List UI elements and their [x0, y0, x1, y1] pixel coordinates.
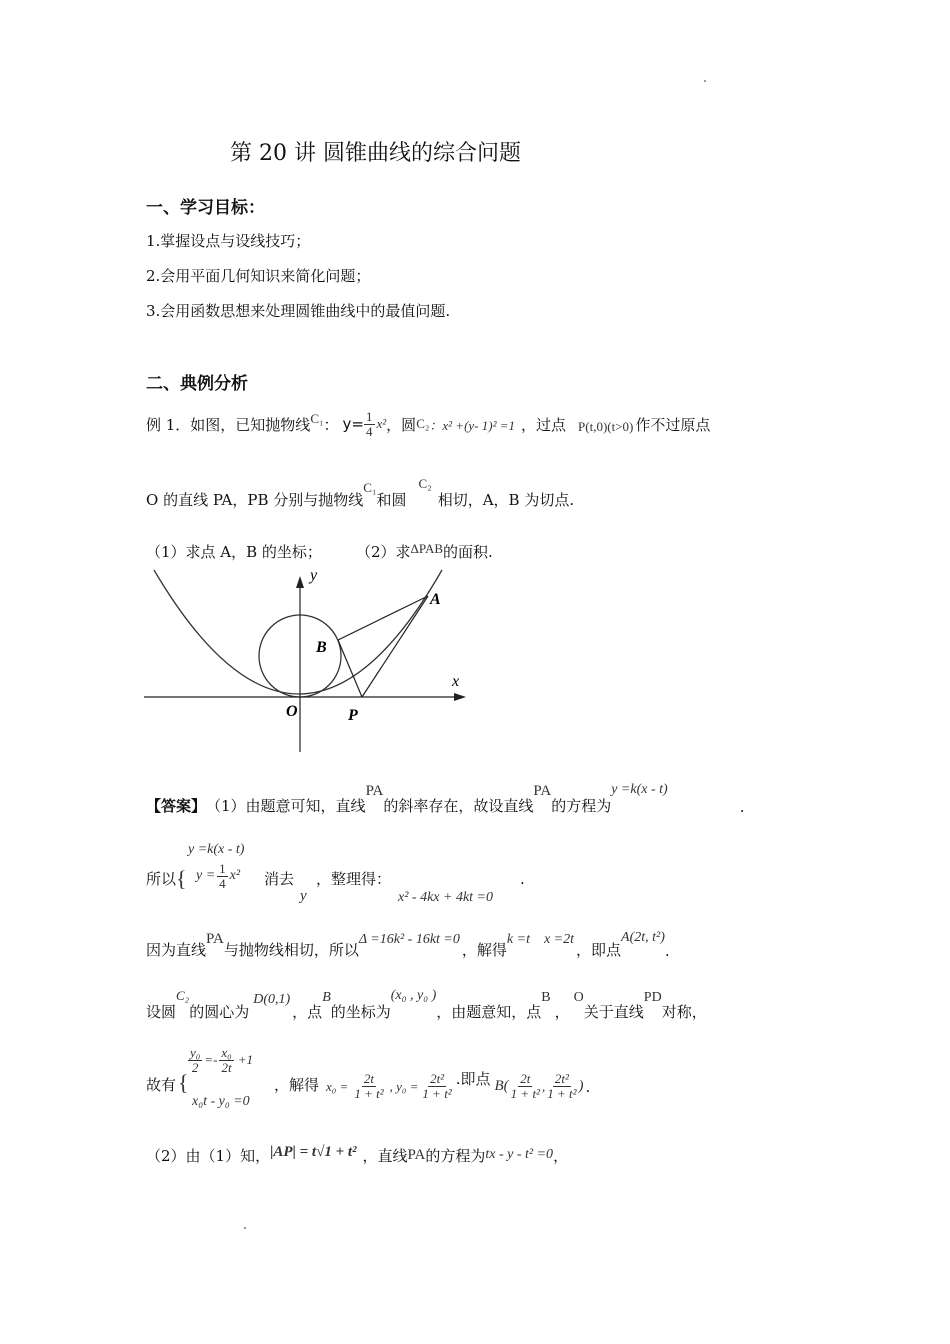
denominator: 2t — [221, 1059, 232, 1075]
period: . — [664, 942, 670, 960]
text-so: 所以 — [146, 870, 177, 888]
circle-equation: ：x² +(y- 1)² =1 — [429, 417, 516, 433]
point-b-open: B( — [494, 1078, 509, 1094]
answer-line4: 设圆 C₂ 的圆心为 D(0,1) ，点 B 的坐标为 (x₀ , y₀ ) ，由题意知，点 B ， O 关于直线 PD 对称， — [146, 988, 707, 1021]
period: . — [585, 1077, 591, 1096]
page-mark — [244, 1227, 246, 1229]
operator: =- — [204, 1052, 218, 1068]
denominator: 1 + t² — [422, 1086, 452, 1101]
eq-left: y = — [196, 868, 216, 884]
text-eliminate: 消去 — [264, 870, 295, 888]
center-d: D(0,1) — [253, 992, 291, 1007]
label-o: O — [286, 703, 298, 720]
line-pb — [338, 640, 362, 697]
x0-label: x₀ = — [326, 1078, 349, 1094]
system-eq-top: y =k(x - t) — [188, 842, 245, 857]
c2-label: C₂ — [416, 416, 430, 431]
solution-b — [326, 1068, 590, 1105]
numerator: 1 — [219, 861, 226, 876]
point-b-coords: (x₀ , y₀ ) — [390, 988, 437, 1003]
text-pass: ，过点 — [521, 415, 567, 434]
example-statement-line1 — [146, 402, 710, 446]
numerator: 2t — [363, 1071, 375, 1087]
question-1: （1）求点 A，B 的坐标； — [146, 543, 322, 561]
y-axis-arrow — [296, 576, 304, 588]
fraction — [509, 1072, 542, 1100]
brace-icon: { — [176, 866, 187, 891]
brace-icon: { — [178, 1070, 189, 1095]
answer-text: 对称， — [661, 1003, 707, 1021]
denominator: 4 — [366, 423, 373, 439]
colon: ： — [323, 415, 339, 434]
fraction-quarter — [217, 862, 228, 890]
answer-text: （1）由题意可知，直线 — [206, 797, 366, 815]
answer-line3 — [146, 926, 670, 960]
goal-item: 3.会用函数思想来处理圆锥曲线中的最值问题. — [146, 302, 451, 320]
line-pd-label: PD — [643, 990, 662, 1005]
fraction — [219, 1046, 233, 1074]
system-eq-bottom: x₀t - y₀ =0 — [192, 1094, 250, 1109]
example-intro: 例 1．如图，已知抛物线 — [146, 415, 311, 434]
denominator: 2 — [191, 1059, 199, 1075]
line-ab — [338, 596, 428, 640]
fraction — [352, 1072, 385, 1100]
answer-text: 的方程为 — [425, 1146, 486, 1165]
text-thus: 故有 — [146, 1076, 177, 1094]
line-pa-label: PA — [365, 783, 384, 799]
x-squared: x² — [376, 416, 387, 431]
answer-line1 — [146, 782, 744, 816]
section-heading-examples: 二、典例分析 — [146, 374, 248, 394]
discriminant-equation: Δ =16k² - 16kt =0 — [358, 932, 460, 947]
c2-label: C₂ — [418, 476, 432, 491]
answer-text: ，直线 — [362, 1146, 408, 1165]
fraction — [420, 1072, 453, 1100]
solution-k: k =t — [506, 932, 530, 947]
x-axis-arrow — [454, 693, 466, 701]
line-pa — [362, 596, 428, 697]
line-pa-label: PA — [206, 931, 224, 947]
answer-text: 设圆 — [146, 1003, 177, 1021]
line2-text: 相切，A，B 为切点. — [437, 491, 575, 509]
page-title: 第 20 讲 圆锥曲线的综合问题 — [230, 141, 521, 166]
denominator: 4 — [219, 875, 226, 891]
period: . — [739, 798, 745, 816]
length-ap: |AP| = t√1 + t² — [270, 1143, 357, 1160]
goal-item: 1.掌握设点与设线技巧； — [146, 232, 311, 250]
solution-x: x =2t — [543, 932, 575, 947]
comma: , — [541, 1078, 546, 1094]
answer-text: 与抛物线相切，所以 — [223, 941, 359, 959]
y-equals: y= — [342, 415, 364, 433]
section-heading-goals: 一、学习目标： — [146, 198, 265, 218]
fraction — [545, 1072, 578, 1100]
page-mark — [704, 80, 706, 82]
parabola-circle-figure — [140, 562, 480, 758]
answer-text: 关于直线 — [583, 1003, 644, 1021]
c1-label: C₁ — [310, 411, 324, 426]
comma: ， — [553, 1146, 569, 1165]
point-p: P(t,0)(t>0) — [578, 419, 634, 434]
point-b-close: ) — [578, 1078, 584, 1094]
point-b-label: B — [541, 990, 551, 1005]
parabola-curve — [154, 570, 442, 694]
quadratic-result: x² - 4kx + 4kt =0 — [398, 890, 493, 905]
text-make: 作不过原点 — [635, 415, 711, 434]
text-simplify: ，整理得： — [316, 870, 392, 888]
numerator: x₀ — [221, 1045, 232, 1060]
c2-label: C₂ — [176, 988, 190, 1003]
period: . — [520, 870, 525, 888]
answer-text: 的坐标为 — [330, 1003, 391, 1021]
system-eq-bottom — [196, 862, 240, 890]
question-2 — [356, 541, 493, 562]
point-a-coords: A(2t, t²) — [621, 930, 665, 945]
line-equation: y =k(x - t) — [611, 782, 668, 797]
system-eq-top — [188, 1046, 253, 1074]
label-x: x — [452, 673, 460, 690]
q2-text: 的面积. — [443, 543, 493, 561]
numerator: y₀ — [190, 1045, 201, 1060]
y0-label: , y₀ = — [389, 1078, 419, 1094]
line-pa-label: PA — [407, 1146, 426, 1163]
eq-right: x² — [229, 868, 241, 884]
answer-text: （2）由（1）知， — [146, 1146, 271, 1165]
answer-text: ，解得 — [461, 941, 507, 959]
point-o-label: O — [573, 990, 584, 1005]
answer-text: 的斜率存在，故设直线 — [383, 797, 534, 815]
numerator: 2t — [520, 1071, 531, 1087]
fraction-quarter — [364, 410, 375, 438]
example-statement-line2 — [146, 478, 574, 510]
label-y: y — [310, 567, 318, 584]
line2-text: O 的直线 PA，PB 分别与抛物线 — [146, 491, 364, 509]
c1-label: C₁ — [363, 480, 377, 495]
label-p: P — [348, 707, 358, 724]
numerator: 2t² — [554, 1071, 569, 1087]
fraction — [188, 1046, 202, 1074]
eliminate-var: y — [300, 888, 307, 904]
operator: +1 — [237, 1052, 253, 1068]
point-b-label: B — [322, 990, 331, 1005]
label-b: B — [316, 639, 327, 656]
line-pa-equation: tx - y - t² =0 — [485, 1147, 554, 1162]
numerator: 2t² — [430, 1071, 445, 1087]
answer-text: ，由题意知，点 — [436, 1003, 542, 1021]
numerator: 1 — [366, 408, 373, 424]
label-a: A — [430, 591, 441, 608]
line2-text: 和圆 — [376, 491, 407, 509]
denominator: 1 + t² — [547, 1086, 577, 1101]
answer-text: 的圆心为 — [189, 1003, 250, 1021]
line-pa-label: PA — [533, 783, 552, 799]
answer-text: ，点 — [292, 1003, 323, 1021]
answer-text: 的方程为 — [551, 797, 612, 815]
answer-text: .即点 — [455, 1070, 491, 1088]
answer-tag: 【答案】 — [146, 797, 207, 815]
answer-text: ，即点 — [576, 941, 622, 959]
answer-line6 — [146, 1140, 568, 1170]
denominator: 1 + t² — [354, 1086, 384, 1101]
q2-text: （2）求 — [356, 543, 411, 561]
goal-item: 2.会用平面几何知识来简化问题； — [146, 267, 371, 285]
text-circle: ，圆 — [386, 415, 417, 434]
triangle-pab: ΔPAB — [410, 541, 444, 556]
answer-text: 因为直线 — [146, 941, 207, 959]
denominator: 1 + t² — [510, 1086, 540, 1101]
text-solve: ，解得 — [274, 1076, 320, 1094]
